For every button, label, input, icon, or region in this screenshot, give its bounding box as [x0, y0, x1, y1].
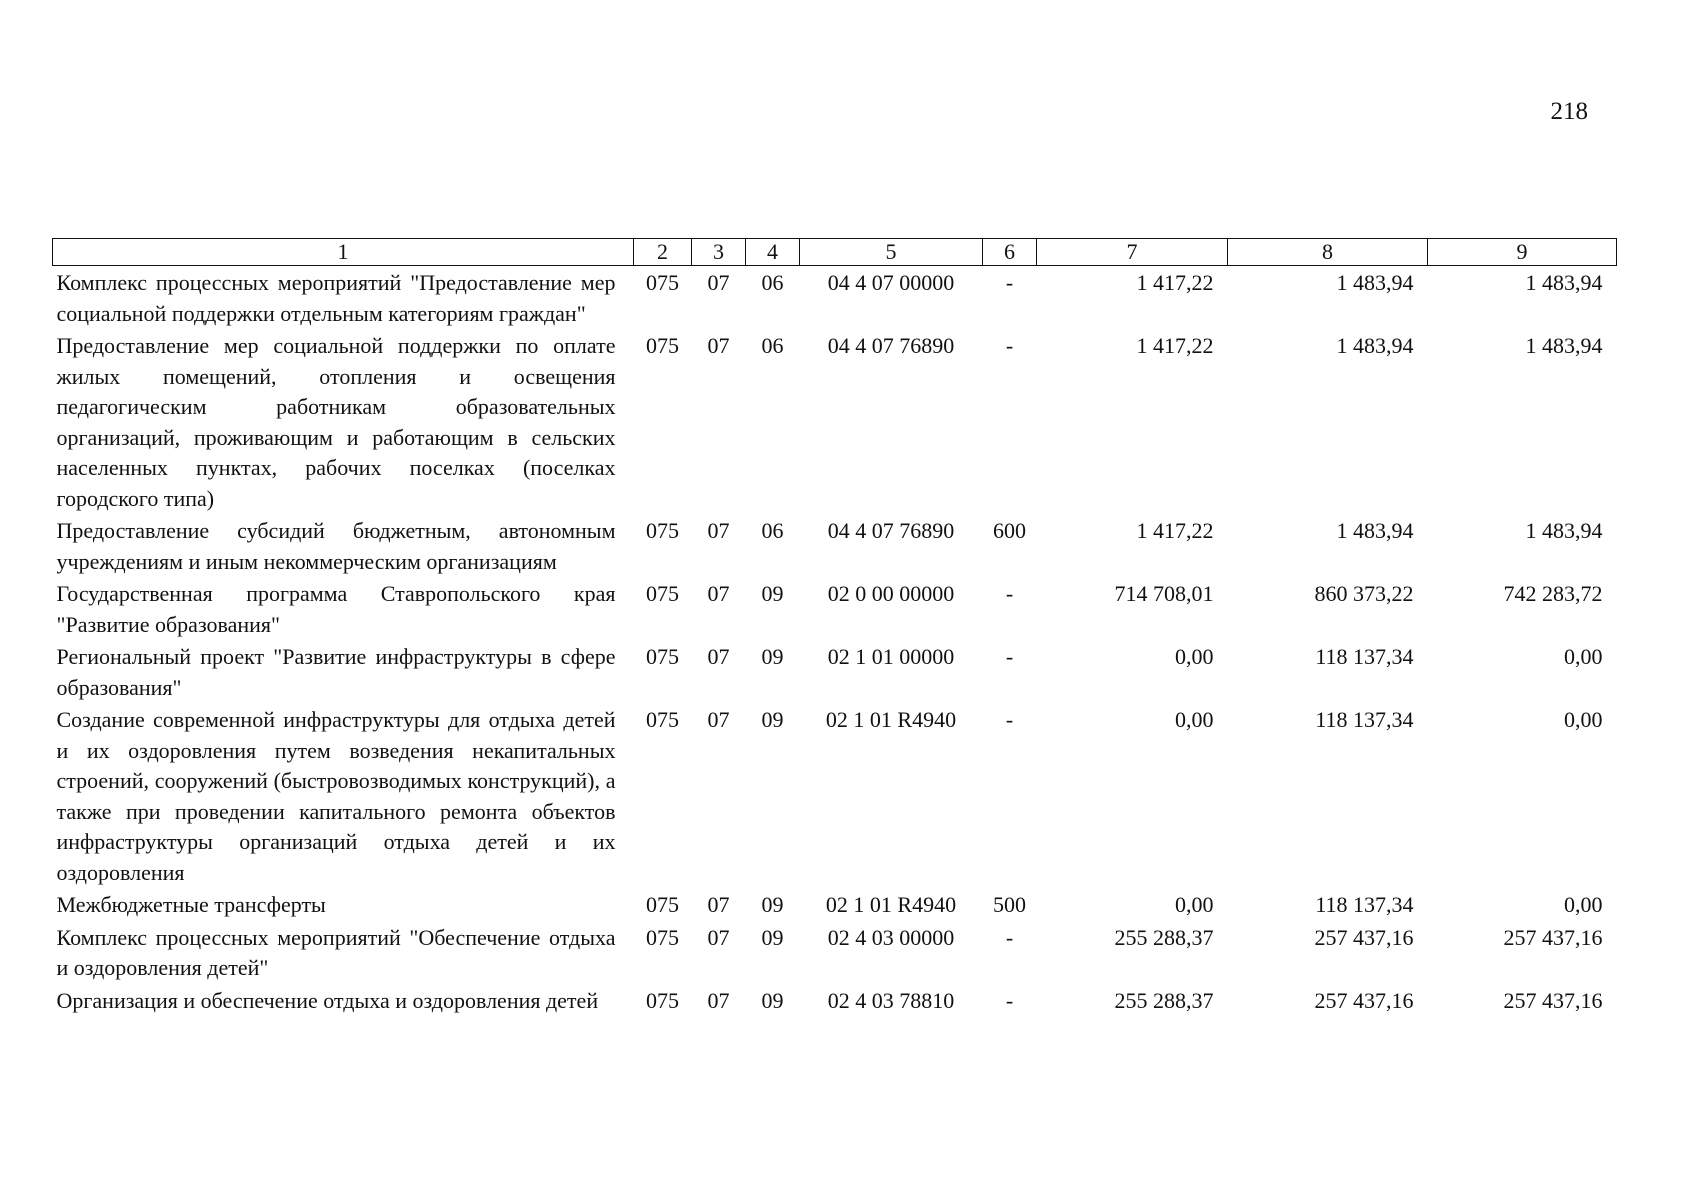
section-code: 07 [707, 644, 730, 669]
subsection-code: 06 [761, 333, 784, 358]
subsection-code: 09 [761, 924, 784, 950]
col-header: 7 [1037, 239, 1228, 266]
table-row [53, 703, 1617, 888]
row-name: Региональный проект "Развитие инфраструктуры в сфере образования" [56, 644, 616, 700]
amount-1: 0,00 [1175, 892, 1214, 917]
section-code: 07 [707, 518, 730, 543]
target-article-code: 02 1 01 R4940 [825, 892, 957, 917]
amount-3: 1 483,94 [1525, 270, 1603, 295]
section-code: 07 [707, 333, 730, 358]
amount-3: 0,00 [1564, 892, 1603, 917]
amount-2: 860 373,22 [1314, 581, 1414, 606]
expense-type-code: - [1005, 924, 1014, 950]
amount-1: 255 288,37 [1114, 924, 1214, 950]
table-row [53, 266, 1617, 330]
target-article-code: 02 4 03 00000 [827, 924, 955, 950]
amount-1: 714 708,01 [1114, 581, 1214, 606]
amount-2: 118 137,34 [1315, 644, 1414, 669]
section-code: 07 [707, 924, 730, 950]
table-row [53, 984, 1617, 1017]
row-name: Предоставление субсидий бюджетным, автономным учреждениям и иным некоммерческим организациям [56, 518, 616, 574]
subsection-code: 09 [761, 581, 784, 606]
amount-3: 0,00 [1564, 707, 1603, 732]
ministry-code: 075 [646, 270, 679, 295]
expense-type-code: 600 [993, 518, 1026, 543]
subsection-code: 09 [761, 644, 784, 669]
ministry-code: 075 [646, 924, 679, 950]
amount-1: 1 417,22 [1136, 333, 1214, 358]
col-header: 5 [800, 239, 983, 266]
section-code: 07 [707, 987, 730, 1013]
col-header: 4 [746, 239, 800, 266]
table-row [53, 514, 1617, 577]
ministry-code: 075 [646, 581, 679, 606]
expense-type-code: - [1005, 333, 1014, 358]
target-article-code: 02 4 03 78810 [827, 987, 955, 1013]
col-header: 3 [692, 239, 746, 266]
row-name: Межбюджетные трансферты [56, 892, 326, 917]
amount-3: 742 283,72 [1503, 581, 1603, 606]
section-code: 07 [707, 581, 730, 606]
target-article-code: 02 1 01 R4940 [825, 707, 957, 732]
col-header: 6 [983, 239, 1037, 266]
amount-2: 1 483,94 [1336, 270, 1414, 295]
amount-1: 0,00 [1175, 707, 1214, 732]
table-row [53, 329, 1617, 514]
page-number: 218 [1550, 98, 1588, 125]
section-code: 07 [707, 270, 730, 295]
target-article-code: 04 4 07 00000 [827, 270, 955, 295]
expense-type-code: 500 [993, 892, 1026, 917]
row-name: Создание современной инфраструктуры для отдыха детей и их оздоровления путем возведения некапитальных строений, сооружений (быстровозводимых конструкций), а также при проведении капитального ремонта объектов инфраструктуры организаций отдыха детей и их оздоровления [56, 707, 616, 885]
table-row [53, 640, 1617, 703]
subsection-code: 09 [761, 707, 784, 732]
ministry-code: 075 [646, 892, 679, 917]
col-header: 2 [634, 239, 692, 266]
col-header: 8 [1228, 239, 1428, 266]
amount-1: 0,00 [1175, 644, 1214, 669]
amount-2: 118 137,34 [1315, 892, 1414, 917]
table-row [53, 577, 1617, 640]
amount-1: 1 417,22 [1136, 518, 1214, 543]
row-name: Государственная программа Ставропольского края "Развитие образования" [56, 581, 616, 637]
header-row [53, 239, 1617, 266]
budget-table [52, 238, 1617, 1016]
subsection-code: 06 [761, 518, 784, 543]
row-name: Комплекс процессных мероприятий "Обеспечение отдыха и оздоровления детей" [56, 924, 616, 980]
col-header: 9 [1428, 239, 1617, 266]
amount-1: 255 288,37 [1114, 987, 1214, 1013]
subsection-code: 09 [761, 892, 784, 917]
expense-type-code: - [1005, 581, 1014, 606]
ministry-code: 075 [646, 518, 679, 543]
col-header: 1 [53, 239, 634, 266]
amount-1: 1 417,22 [1136, 270, 1214, 295]
amount-3: 1 483,94 [1525, 518, 1603, 543]
target-article-code: 02 1 01 00000 [827, 644, 955, 669]
section-code: 07 [707, 707, 730, 732]
expense-type-code: - [1005, 644, 1014, 669]
target-article-code: 04 4 07 76890 [827, 518, 955, 543]
amount-3: 257 437,16 [1503, 924, 1603, 950]
ministry-code: 075 [646, 707, 679, 732]
row-name: Комплекс процессных мероприятий "Предоставление мер социальной поддержки отдельным категориям граждан" [56, 270, 616, 326]
amount-3: 0,00 [1564, 644, 1603, 669]
amount-2: 257 437,16 [1314, 987, 1414, 1013]
target-article-code: 04 4 07 76890 [827, 333, 955, 358]
expense-type-code: - [1005, 707, 1014, 732]
row-name: Предоставление мер социальной поддержки по оплате жилых помещений, отопления и освещения педагогическим работникам образовательных организаций, проживающим и работающим в сельских населенных пунктах, рабочих поселках (поселках городского типа) [56, 333, 616, 511]
amount-2: 1 483,94 [1336, 333, 1414, 358]
amount-2: 118 137,34 [1315, 707, 1414, 732]
target-article-code: 02 0 00 00000 [827, 581, 955, 606]
table-row [53, 888, 1617, 921]
ministry-code: 075 [646, 644, 679, 669]
ministry-code: 075 [646, 987, 679, 1013]
expense-type-code: - [1005, 987, 1014, 1013]
ministry-code: 075 [646, 333, 679, 358]
row-name: Организация и обеспечение отдыха и оздоровления детей [56, 987, 599, 1013]
amount-2: 1 483,94 [1336, 518, 1414, 543]
amount-3: 1 483,94 [1525, 333, 1603, 358]
subsection-code: 06 [761, 270, 784, 295]
subsection-code: 09 [761, 987, 784, 1013]
section-code: 07 [707, 892, 730, 917]
expense-type-code: - [1005, 270, 1014, 295]
table-row [53, 921, 1617, 984]
amount-2: 257 437,16 [1314, 924, 1414, 950]
amount-3: 257 437,16 [1503, 987, 1603, 1013]
